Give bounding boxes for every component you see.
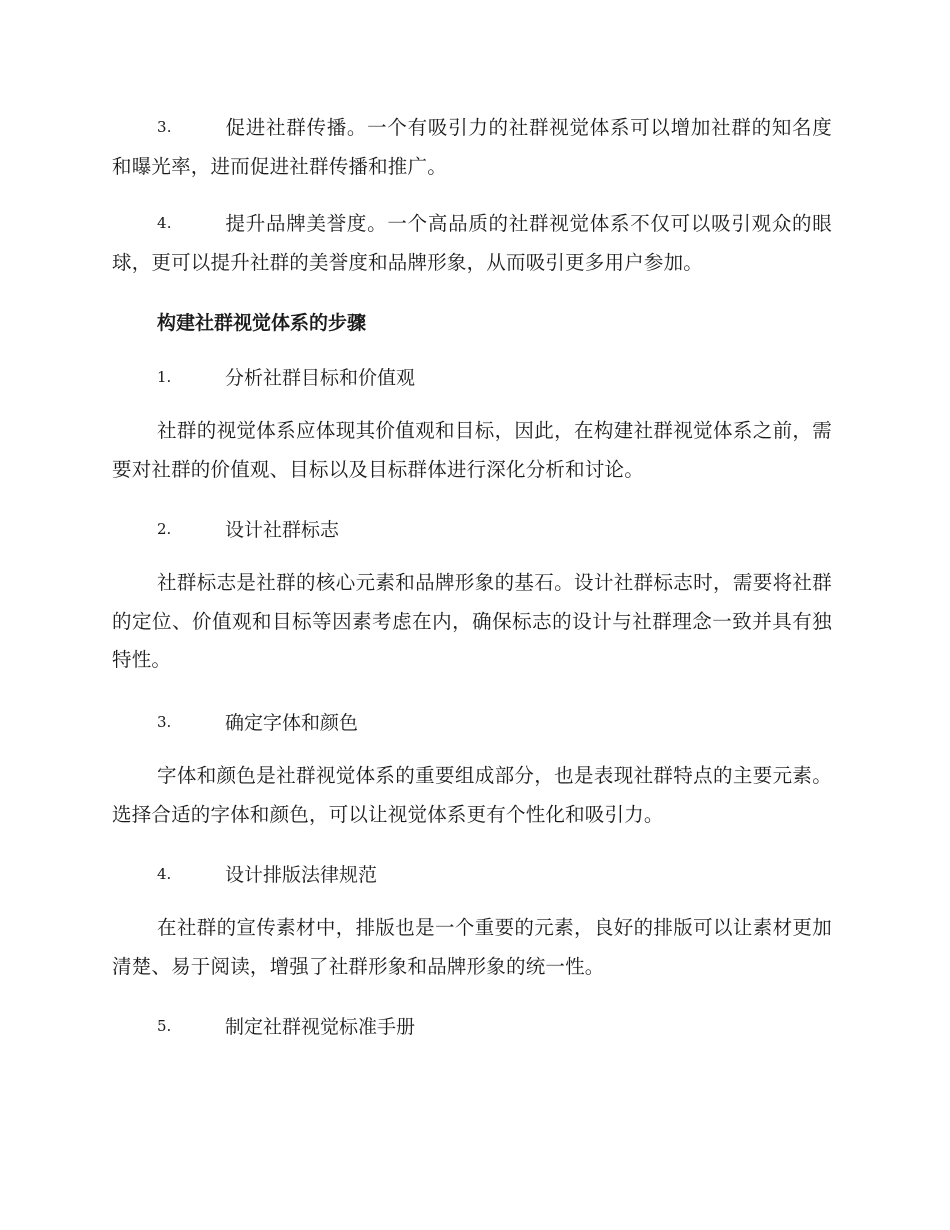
step-number: 5. bbox=[157, 1017, 172, 1035]
step-title-2 bbox=[157, 516, 339, 543]
list-text: 促进社群传播。一个有吸引力的社群视觉体系可以增加社群的知名度和曝光率，进而促进社群传播和推广。 bbox=[112, 116, 832, 178]
step-body-1: 社群的视觉体系应体现其价值观和目标，因此，在构建社群视觉体系之前，需要对社群的价值观、目标以及目标群体进行深化分析和讨论。 bbox=[112, 419, 832, 481]
step-title-1 bbox=[157, 364, 415, 391]
step-body-3: 字体和颜色是社群视觉体系的重要组成部分，也是表现社群特点的主要元素。选择合适的字体和颜色，可以让视觉体系更有个性化和吸引力。 bbox=[112, 764, 832, 826]
step-number: 4. bbox=[157, 865, 172, 883]
step-number: 3. bbox=[157, 713, 172, 731]
step-title: 设计社群标志 bbox=[225, 519, 340, 541]
list-item-brand-reputation bbox=[112, 204, 832, 282]
step-body-2: 社群标志是社群的核心元素和品牌形象的基石。设计社群标志时，需要将社群的定位、价值观和目标等因素考虑在内，确保标志的设计与社群理念一致并具有独特性。 bbox=[112, 571, 832, 671]
step-title: 分析社群目标和价值观 bbox=[225, 367, 416, 389]
step-body-4: 在社群的宣传素材中，排版也是一个重要的元素，良好的排版可以让素材更加清楚、易于阅读，增强了社群形象和品牌形象的统一性。 bbox=[112, 916, 832, 978]
list-item-promote-spread bbox=[112, 108, 832, 186]
section-heading: 构建社群视觉体系的步骤 bbox=[157, 312, 367, 334]
list-number: 4. bbox=[157, 214, 172, 232]
step-title-4 bbox=[157, 861, 377, 888]
list-number: 3. bbox=[157, 118, 172, 136]
step-title: 制定社群视觉标准手册 bbox=[225, 1016, 416, 1038]
step-number: 2. bbox=[157, 520, 172, 538]
list-text: 提升品牌美誉度。一个高品质的社群视觉体系不仅可以吸引观众的眼球，更可以提升社群的美誉度和品牌形象，从而吸引更多用户参加。 bbox=[112, 212, 832, 274]
step-number: 1. bbox=[157, 368, 172, 386]
step-title-3 bbox=[157, 709, 358, 736]
step-title: 设计排版法律规范 bbox=[225, 864, 378, 886]
step-title-5 bbox=[157, 1013, 415, 1040]
step-title: 确定字体和颜色 bbox=[225, 712, 359, 734]
